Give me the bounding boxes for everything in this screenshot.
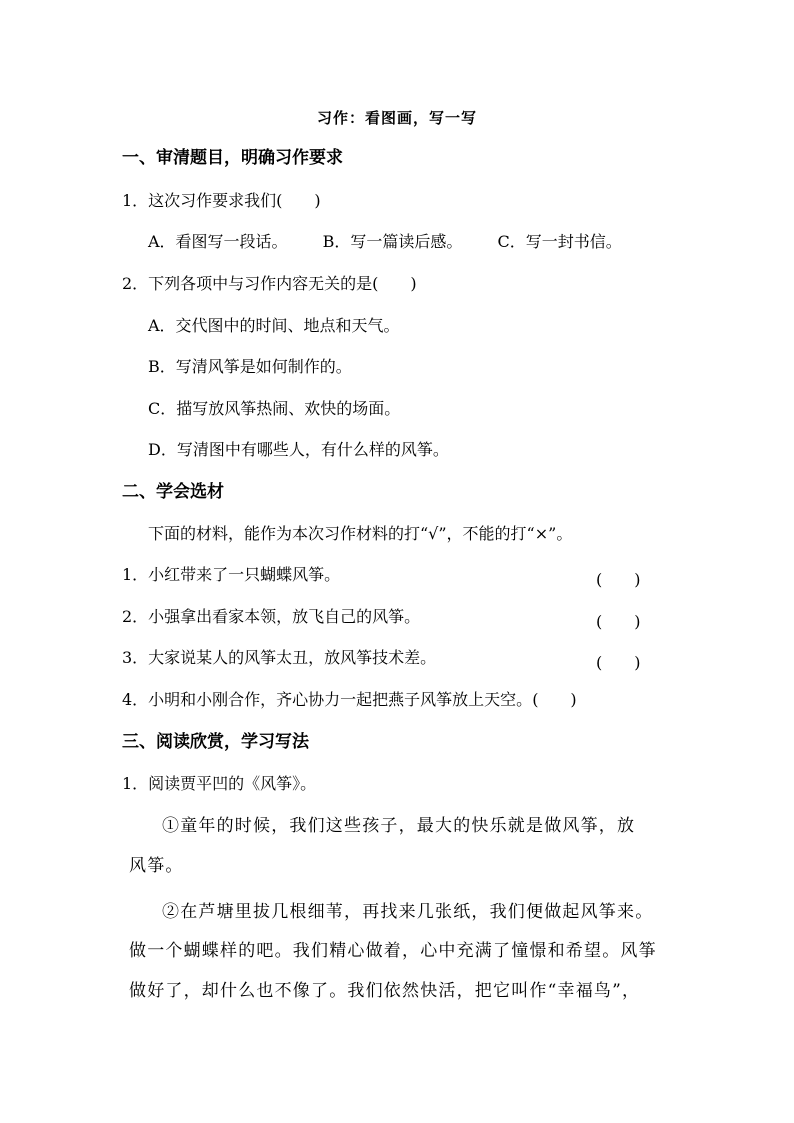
material-item-4 [122, 692, 577, 708]
material-item-4-text: 4．小明和小刚合作，齐心协力一起把燕子风筝放上天空。 [122, 690, 533, 709]
option-c: C．写一封书信。 [497, 232, 622, 251]
option-b: B．写一篇读后感。 [322, 232, 463, 251]
answer-blank: ( ) [596, 570, 641, 589]
answer-blank: ( ) [596, 612, 641, 631]
passage-line: ②在芦塘里拔几根细苇，再找来几张纸，我们便做起风筝来。 [162, 902, 654, 922]
answer-blank: ( ) [596, 653, 641, 672]
answer-blank: ( ) [532, 690, 577, 709]
section-heading-2: 二、学会选材 [122, 482, 224, 502]
material-item-1: 1．小红带来了一只蝴蝶风筝。 [122, 565, 341, 584]
option-b: B．写清风筝是如何制作的。 [148, 357, 352, 376]
section-heading-1: 一、审清题目，明确习作要求 [122, 148, 343, 168]
material-item-3: 3．大家说某人的风筝太丑，放风筝技术差。 [122, 648, 437, 667]
material-item-2: 2．小强拿出看家本领，放飞自己的风筝。 [122, 607, 421, 626]
option-a: A．交代图中的时间、地点和天气。 [148, 316, 400, 335]
passage-line: ①童年的时候，我们这些孩子，最大的快乐就是做风筝，放 [162, 816, 636, 836]
option-c: C．描写放风筝热闹、欢快的场面。 [148, 399, 401, 418]
page-title: 习作：看图画，写一写 [316, 109, 477, 127]
question-3-1: 1．阅读贾平凹的《风筝》。 [122, 774, 317, 793]
option-a: A．看图写一段话。 [148, 232, 288, 251]
option-d: D．写清图中有哪些人，有什么样的风筝。 [148, 440, 449, 459]
section-heading-3: 三、阅读欣赏，学习写法 [122, 732, 309, 752]
passage-line: 做好了，却什么也不像了。我们依然快活，把它叫作“幸福鸟”， [129, 981, 641, 1001]
question-1-1: 1．这次习作要求我们( ) [122, 191, 321, 210]
question-1-2: 2．下列各项中与习作内容无关的是( ) [122, 274, 417, 293]
question-1-1-options [148, 234, 622, 250]
passage-line: 风筝。 [129, 856, 184, 876]
selection-instructions: 下面的材料，能作为本次习作材料的打“√”，不能的打“×”。 [148, 524, 573, 543]
passage-line: 做一个蝴蝶样的吧。我们精心做着，心中充满了憧憬和希望。风筝 [129, 941, 657, 961]
